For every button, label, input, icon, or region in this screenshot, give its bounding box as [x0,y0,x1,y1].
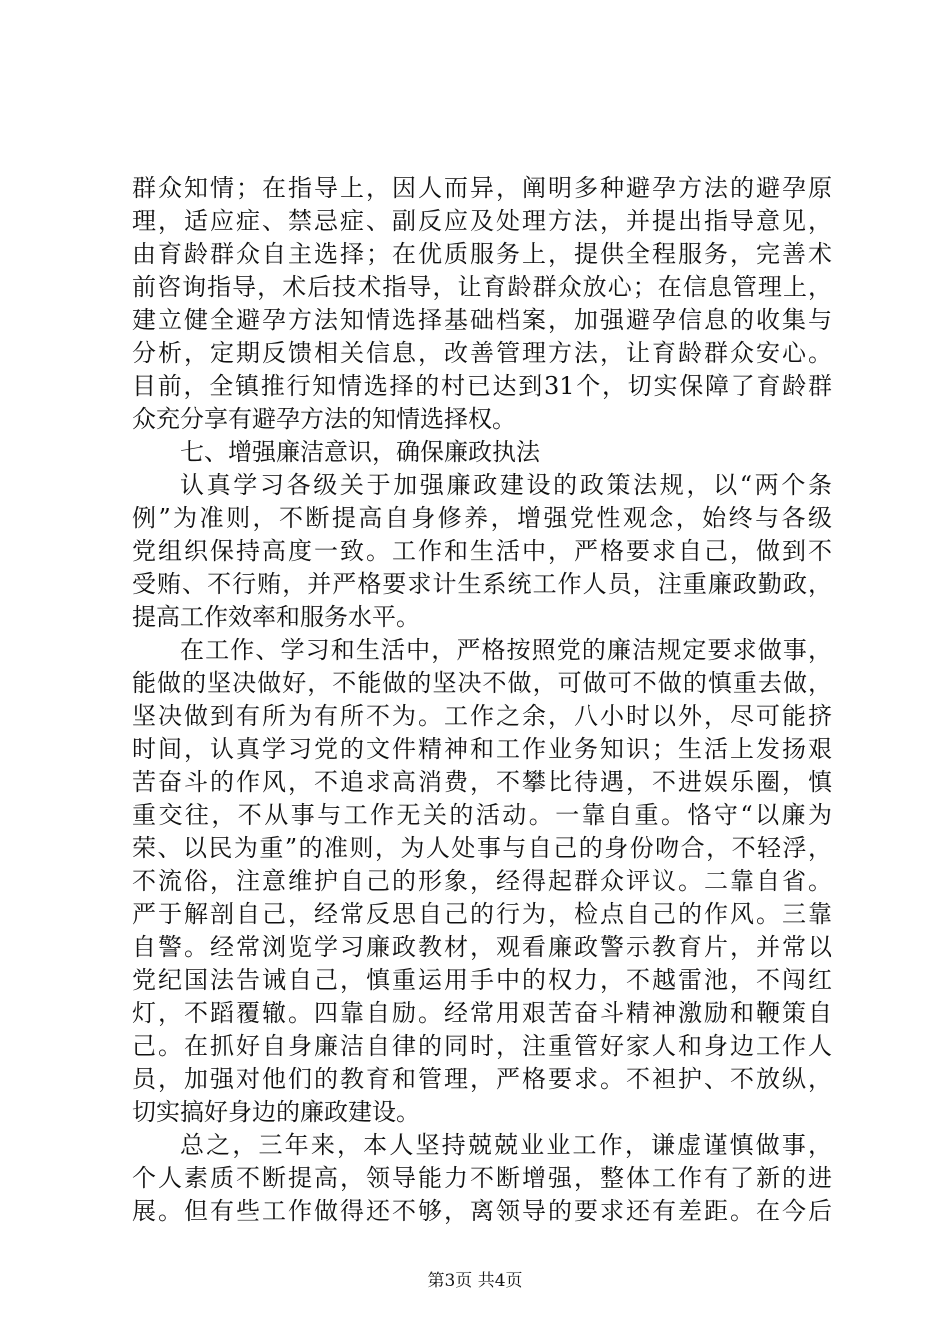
text-line: 时间，认真学习党的文件精神和工作业务知识；生活上发扬艰 [132,735,832,763]
text-line: 员，加强对他们的教育和管理，严格要求。不袒护、不放纵， [132,1065,832,1093]
text-line: 个人素质不断提高，领导能力不断增强，整体工作有了新的进 [132,1164,832,1192]
text-line: 由育龄群众自主选择；在优质服务上，提供全程服务，完善术 [132,240,832,268]
text-line: 目前，全镇推行知情选择的村已达到31个，切实保障了育龄群 [132,372,832,400]
text-line: 展。但有些工作做得还不够，离领导的要求还有差距。在今后 [132,1197,832,1225]
text-line: 党组织保持高度一致。工作和生活中，严格要求自己，做到不 [132,537,832,565]
text-line: 受贿、不行贿，并严格要求计生系统工作人员，注重廉政勤政， [132,570,832,598]
text-line: 前咨询指导，术后技术指导，让育龄群众放心；在信息管理上， [132,273,832,301]
text-line: 切实搞好身边的廉政建设。 [132,1098,420,1126]
text-line: 灯，不蹈覆辙。四靠自励。经常用艰苦奋斗精神激励和鞭策自 [132,999,832,1027]
text-line: 提高工作效率和服务水平。 [132,603,420,631]
text-line: 建立健全避孕方法知情选择基础档案，加强避孕信息的收集与 [132,306,832,334]
text-line: 严于解剖自己，经常反思自己的行为，检点自己的作风。三靠 [132,900,832,928]
page-number-footer: 第3页 共4页 [427,1271,523,1291]
text-line: 己。在抓好自身廉洁自律的同时，注重管好家人和身边工作人 [132,1032,832,1060]
text-line: 理，适应症、禁忌症、副反应及处理方法，并提出指导意见， [132,207,832,235]
text-line: 分析，定期反馈相关信息，改善管理方法，让育龄群众安心。 [132,339,832,367]
text-line: 在工作、学习和生活中，严格按照党的廉洁规定要求做事， [180,636,832,664]
text-line: 认真学习各级关于加强廉政建设的政策法规，以“两个条 [180,471,832,499]
text-line: 不流俗，注意维护自己的形象，经得起群众评议。二靠自省。 [132,867,832,895]
text-line: 众充分享有避孕方法的知情选择权。 [132,405,516,433]
text-line: 党纪国法告诫自己，慎重运用手中的权力，不越雷池，不闯红 [132,966,832,994]
section-heading: 七、增强廉洁意识，确保廉政执法 [180,438,540,466]
text-line: 坚决做到有所为有所不为。工作之余，八小时以外，尽可能挤 [132,702,832,730]
text-line: 总之，三年来，本人坚持兢兢业业工作，谦虚谨慎做事， [180,1131,832,1159]
text-line: 能做的坚决做好，不能做的坚决不做，可做可不做的慎重去做， [132,669,832,697]
text-line: 重交往，不从事与工作无关的活动。一靠自重。恪守“以廉为 [132,801,832,829]
text-line: 苦奋斗的作风，不追求高消费，不攀比待遇，不进娱乐圈，慎 [132,768,832,796]
text-line: 群众知情；在指导上，因人而异，阐明多种避孕方法的避孕原 [132,174,832,202]
text-line: 荣、以民为重”的准则，为人处事与自己的身份吻合，不轻浮， [132,834,832,862]
text-line: 自警。经常浏览学习廉政教材，观看廉政警示教育片，并常以 [132,933,832,961]
text-line: 例”为准则，不断提高自身修养，增强党性观念，始终与各级 [132,504,832,532]
body-text [132,172,832,1228]
